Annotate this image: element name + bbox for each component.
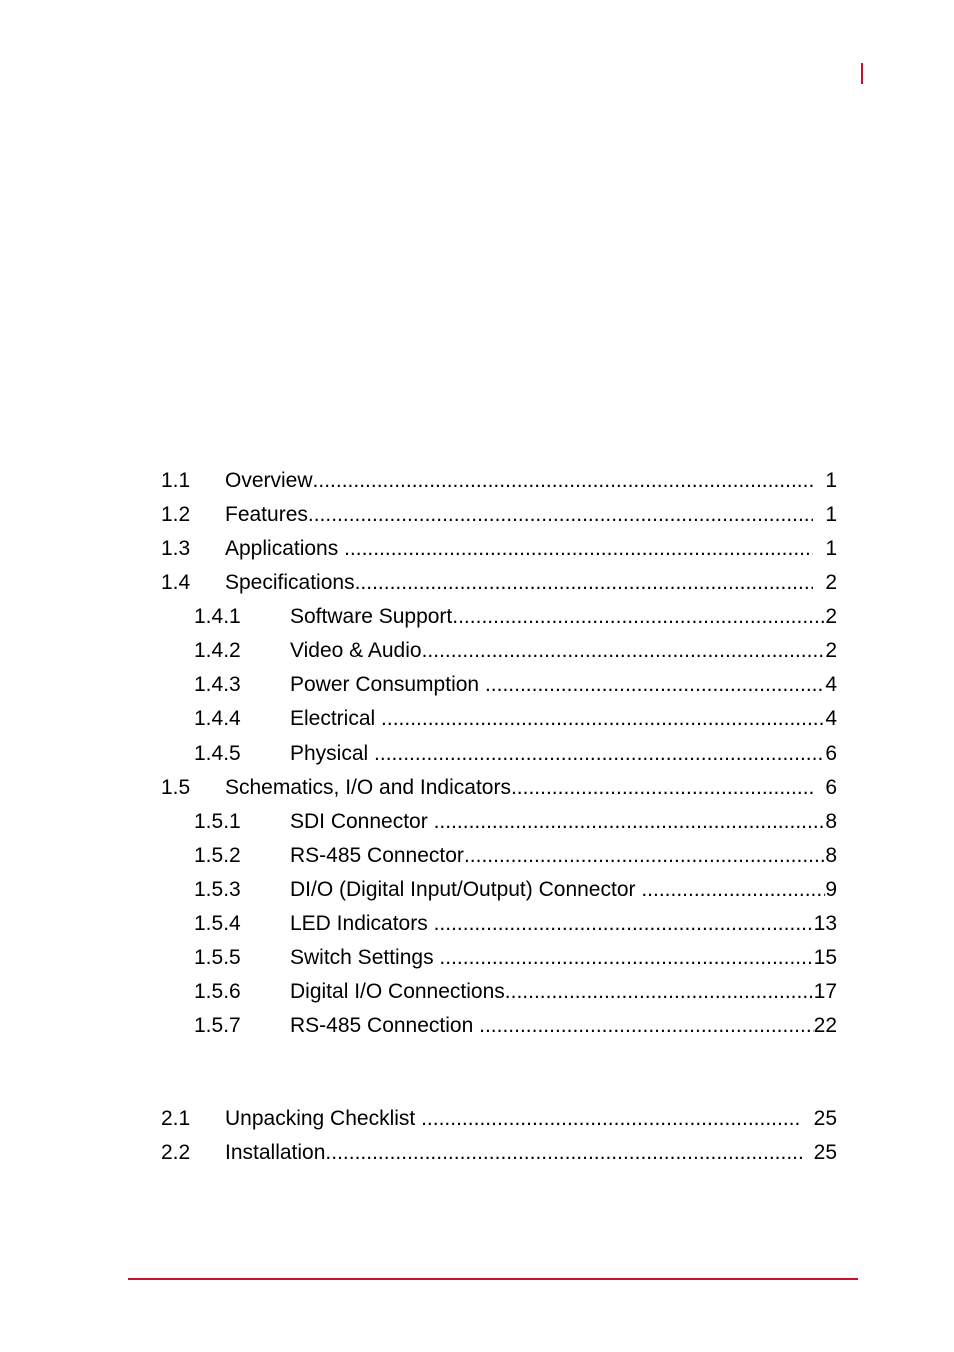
- toc-entry[interactable]: [194, 1013, 837, 1039]
- toc-entry-page: 4: [825, 673, 837, 696]
- toc-entry-page: 2: [825, 571, 837, 594]
- toc-entry-title: Applications: [225, 537, 345, 560]
- toc-entry-number: 1.5.6: [194, 980, 241, 1003]
- toc-entry[interactable]: [194, 638, 837, 664]
- toc-entry-title: Digital I/O Connections: [290, 980, 505, 1003]
- toc-entry-title: Switch Settings: [290, 946, 440, 969]
- toc-entry-number: 1.5.4: [194, 912, 241, 935]
- toc-leader-dots: [479, 1013, 814, 1039]
- toc-entry-title: SDI Connector: [290, 810, 434, 833]
- toc-entry[interactable]: [161, 502, 837, 528]
- toc-entry-title: Installation: [225, 1141, 326, 1164]
- toc-leader-dots: [464, 843, 825, 869]
- toc-leader-dots: [505, 979, 814, 1005]
- toc-entry-page: 6: [825, 742, 837, 765]
- toc-entry[interactable]: [194, 843, 837, 869]
- toc-entry-page: 2: [825, 605, 837, 628]
- toc-entry-number: 1.5.3: [194, 878, 241, 901]
- toc-entry-title: Specifications: [225, 571, 355, 594]
- toc-entry-number: 1.2: [161, 503, 191, 526]
- toc-leader-dots: [422, 638, 826, 664]
- toc-entry-number: 1.5.1: [194, 810, 241, 833]
- toc-leader-dots: [452, 604, 825, 630]
- toc-leader-dots: [381, 706, 825, 732]
- toc-entry-title: Overview: [225, 469, 313, 492]
- toc-entry-number: 1.4.4: [194, 707, 241, 730]
- toc-leader-dots: [434, 809, 826, 835]
- toc-entry-page: 8: [825, 844, 837, 867]
- toc-entry[interactable]: [161, 1106, 837, 1132]
- toc-entry-page: 1: [825, 503, 837, 526]
- toc-entry-number: 1.1: [161, 469, 191, 492]
- toc-leader-dots: [434, 911, 814, 937]
- toc-entry-number: 1.4: [161, 571, 191, 594]
- toc-entry-title: DI/O (Digital Input/Output) Connector: [290, 878, 642, 901]
- toc-entry[interactable]: [161, 536, 837, 562]
- toc-entry[interactable]: [194, 877, 837, 903]
- toc-entry-page: 8: [825, 810, 837, 833]
- toc-entry[interactable]: [161, 775, 837, 801]
- toc-entry-number: 2.1: [161, 1107, 191, 1130]
- toc-entry-title: Physical: [290, 742, 375, 765]
- toc-entry-page: 1: [825, 537, 837, 560]
- toc-entry-title: RS-485 Connector: [290, 844, 464, 867]
- toc-leader-dots: [308, 502, 813, 528]
- toc-entry-page: 25: [813, 1141, 837, 1164]
- toc-entry[interactable]: [161, 468, 837, 494]
- footer-rule: [128, 1278, 858, 1280]
- toc-entry-title: Features: [225, 503, 308, 526]
- toc-entry-number: 1.4.3: [194, 673, 241, 696]
- toc-leader-dots: [325, 1140, 801, 1166]
- toc-leader-dots: [374, 741, 825, 767]
- toc-entry[interactable]: [194, 911, 837, 937]
- toc-entry-page: 4: [825, 707, 837, 730]
- toc-entry-page: 6: [825, 776, 837, 799]
- toc-entry-title: Unpacking Checklist: [225, 1107, 422, 1130]
- toc-entry-title: Schematics, I/O and Indicators: [225, 776, 511, 799]
- toc-entry-page: 15: [813, 946, 837, 969]
- toc-leader-dots: [344, 536, 813, 562]
- toc-entry-page: 25: [813, 1107, 837, 1130]
- toc-entry-title: Software Support: [290, 605, 453, 628]
- toc-entry[interactable]: [194, 706, 837, 732]
- toc-entry-number: 2.2: [161, 1141, 191, 1164]
- toc-entry-number: 1.5.5: [194, 946, 241, 969]
- toc-leader-dots: [421, 1106, 802, 1132]
- toc-entry[interactable]: [161, 1140, 837, 1166]
- toc-entry-number: 1.5.2: [194, 844, 241, 867]
- toc-entry-number: 1.4.5: [194, 742, 241, 765]
- toc-entry-number: 1.5.7: [194, 1014, 241, 1037]
- toc-leader-dots: [439, 945, 813, 971]
- toc-entry-number: 1.4.2: [194, 639, 241, 662]
- toc-entry[interactable]: [194, 672, 837, 698]
- toc-entry[interactable]: [194, 979, 837, 1005]
- toc-entry-title: LED Indicators: [290, 912, 434, 935]
- toc-entry-number: 1.3: [161, 537, 191, 560]
- toc-entry-page: 1: [825, 469, 837, 492]
- toc-leader-dots: [485, 672, 825, 698]
- toc-entry-page: 17: [813, 980, 837, 1003]
- toc-entry[interactable]: [194, 741, 837, 767]
- toc-entry-page: 13: [813, 912, 837, 935]
- toc-entry[interactable]: [194, 945, 837, 971]
- toc-entry[interactable]: [161, 570, 837, 596]
- toc-entry-page: 9: [825, 878, 837, 901]
- toc-leader-dots: [313, 468, 814, 494]
- toc-entry-title: Electrical: [290, 707, 382, 730]
- toc-entry-title: Video & Audio: [290, 639, 422, 662]
- toc-entry[interactable]: [194, 604, 837, 630]
- toc-leader-dots: [511, 775, 813, 801]
- toc-entry-number: 1.5: [161, 776, 191, 799]
- toc-entry-title: Power Consumption: [290, 673, 485, 696]
- toc-entry-page: 22: [813, 1014, 837, 1037]
- toc-entry-number: 1.4.1: [194, 605, 241, 628]
- toc-leader-dots: [641, 877, 825, 903]
- toc-entry-page: 2: [825, 639, 837, 662]
- toc-leader-dots: [355, 570, 814, 596]
- toc-entry[interactable]: [194, 809, 837, 835]
- toc-entry-title: RS-485 Connection: [290, 1014, 480, 1037]
